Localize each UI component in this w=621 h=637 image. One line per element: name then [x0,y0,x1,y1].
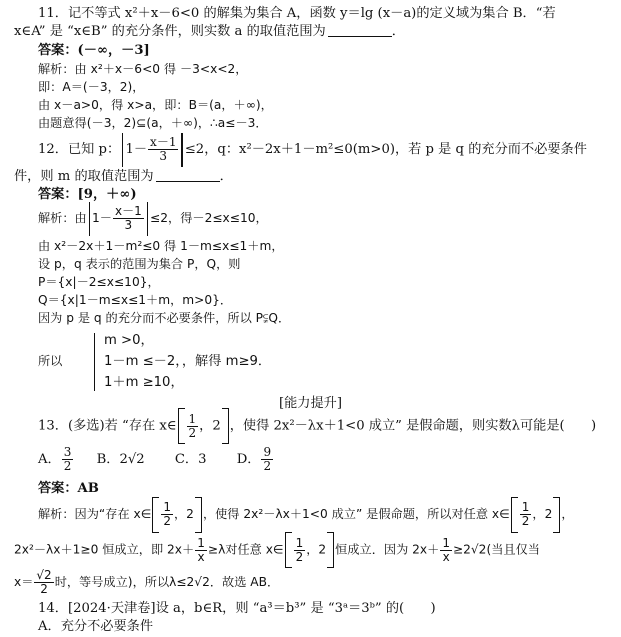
abs-bar-right [147,202,148,236]
q12-sol-frac-den: 3 [124,218,133,232]
interval-bracket-right [327,532,334,568]
interval-bracket-left [152,497,159,533]
q12-sol-abs-lead: 1－ [92,211,112,225]
q13-suffix: ，使得 2x²－λx＋1<0 成立” 是假命题，则实数λ可能是( ) [229,418,597,434]
q11-answer-blank [328,24,392,37]
q11-solution-2: 即：A＝(－3，2)， [38,80,145,94]
q13-sol2-num2: 1 [442,535,450,550]
q11-answer: 答案：(－∞，－3] [38,43,150,58]
interval-bracket-left [178,408,185,444]
interval-bracket-left [511,497,518,533]
q13-options [38,444,274,476]
q12-solution-6: 因为 p 是 q 的充分而不必要条件，所以 P⫋Q． [38,311,291,325]
q12-solution-5: Q＝{x|1－m≤x≤1＋m，m>0}． [38,293,233,307]
q13-sol1-num2: 1 [521,500,530,514]
q11-line2 [14,23,405,40]
q12-system-row-1: m >0， [104,333,154,348]
q13-solution-2 [14,532,540,568]
q12-system-row-2-tail: ，解得 m≥9． [181,354,272,369]
q11-line2-end: ． [391,24,405,39]
q13-solution-1 [38,496,574,533]
q12-abs-lead: 1－ [125,142,148,157]
q13-prefix: 13．(多选)若 “存在 x∈ [38,418,177,434]
q12-prefix: 12．已知 p： [38,142,121,157]
abs-bar-right [181,133,182,167]
q12-suffix: ≤2，q：x²－2x＋1－m²≤0(m>0)，若 p 是 q 的充分而不必要条件 [184,142,587,157]
q12-system-row-3: 1＋m ≥10， [104,375,184,390]
q13-sol2-int-num: 1 [295,535,304,550]
q12-system-lead: 所以 [38,354,63,368]
option-d-frac [261,446,273,473]
q13-sol2-d: ≥2√2(当且仅当 [452,542,540,557]
q13-sol2-den: x [197,549,205,564]
q13-int-den: 2 [188,425,197,440]
q12-sol-suffix: ≤2，得－2≤x≤10， [150,211,268,225]
q12-system-row-2-ineq: 1－m ≤－2， [104,354,182,369]
q13-sol3-num: √2 [36,568,52,582]
abs-bar-left [89,202,90,236]
q12-solution-4: P＝{x|－2≤x≤10}， [38,275,160,289]
q12-solution-2: 由 x²－2x＋1－m²≤0 得 1－m≤x≤1＋m， [38,239,284,253]
q13-line1 [38,408,596,445]
q12-sol-prefix: 解析：由 [38,211,87,225]
q11-line1: 11．记不等式 x²＋x－6<0 的解集为集合 A，函数 y＝lg (x－a)的定义域为集合 B．“若 [38,6,556,21]
q13-sol3-frac [34,569,53,596]
option-a-frac [62,446,74,473]
q13-sol1-int-right: ，2 [173,507,194,521]
q12-sol-frac-num: x－1 [115,204,142,218]
q13-sol2-int-den: 2 [295,549,304,564]
q13-sol1-num: 1 [163,500,171,514]
q13-solution-3 [14,566,279,598]
q13-sol2-a: 2x²－λx＋1≥0 恒成立，即 2x＋ [14,542,195,557]
q12-sol-fraction [113,205,144,232]
q13-option-b: B．2√2 [96,452,145,467]
q13-option-a [38,445,74,473]
option-a-den: 2 [63,459,72,473]
q13-sol2-c: 恒成立．因为 2x＋ [335,542,440,557]
abs-bar-left [122,133,123,167]
q13-sol2-int-frac [294,537,306,564]
q13-option-d [236,445,274,473]
section-heading: [能力提升] [278,396,343,411]
q13-sol2-num: 1 [197,535,205,550]
q13-sol2-int-right: ，2 [306,542,327,557]
q14-option-a: A．充分不必要条件 [38,619,154,634]
q13-int-right: ，2 [199,418,221,434]
q12-solution-3: 设 p，q 表示的范围为集合 P，Q，则 [38,257,241,271]
q11-solution-3: 由 x－a>0，得 x>a，即：B＝(a，＋∞)， [38,98,273,112]
q11-line2-text: x∈A” 是 “x∈B” 的充分条件，则实数 a 的取值范围为 [14,24,326,39]
interval-bracket-left [285,532,292,568]
q13-answer: 答案：AB [38,481,99,496]
q13-sol1-den: 2 [163,514,171,528]
q13-sol1-c: ， [561,507,574,521]
q12-fraction [148,136,178,163]
q12-frac-den: 3 [159,149,168,163]
q12-line1 [38,132,587,168]
q13-sol1-frac [161,501,173,528]
option-a-label: A． [38,452,61,467]
system-brace [94,333,102,391]
q12-frac-num: x－1 [150,135,177,149]
q13-sol2-b: ≥λ对任意 x∈ [207,542,284,557]
q11-solution-1: 解析：由 x²＋x－6<0 得 －3<x<2， [38,62,248,76]
q13-int-num: 1 [188,411,197,426]
q13-sol3-den: 2 [40,582,48,596]
q13-sol1-frac2 [520,501,532,528]
interval-bracket-right [222,408,229,444]
interval-bracket-right [553,497,560,533]
interval-bracket-right [195,497,202,533]
q13-sol2-den2: x [442,549,450,564]
q13-option-c: C．3 [174,452,207,467]
q12-system-row-2 [104,353,271,370]
q13-sol3-b: 时，等号成立)，所以λ≤2√2．故选 AB． [54,575,280,589]
q13-sol1-a: 解析：因为“存在 x∈ [38,507,152,521]
q13-sol2-frac2 [440,537,452,564]
q13-sol1-den2: 2 [521,514,530,528]
q12-line2-text: 件，则 m 的取值范围为 [14,169,154,184]
q12-line2-end: ． [219,169,233,184]
option-d-den: 2 [263,459,272,473]
q13-sol1-int-right2: ，2 [532,507,553,521]
q12-line2 [14,168,233,185]
q11-solution-4: 由题意得(－3，2)⊆(a，＋∞)，∴a≤－3． [38,116,268,130]
q13-interval-frac [187,413,199,440]
q13-sol2-frac [195,537,207,564]
q13-sol3-a: x＝ [14,575,34,589]
q12-answer: 答案：[9，＋∞) [38,187,137,202]
q12-solution-1 [38,200,268,236]
option-d-label: D． [236,452,261,467]
q14-line1: 14．[2024·天津卷]设 a，b∈R，则 “a³＝b³” 是 “3ᵃ＝3ᵇ” 的( ) [38,601,436,616]
q12-answer-blank [156,169,220,182]
q13-sol1-b: ，使得 2x²－λx＋1<0 成立” 是假命题，所以对任意 x∈ [202,507,510,521]
option-a-num: 3 [63,445,72,459]
option-d-num: 9 [263,445,272,459]
